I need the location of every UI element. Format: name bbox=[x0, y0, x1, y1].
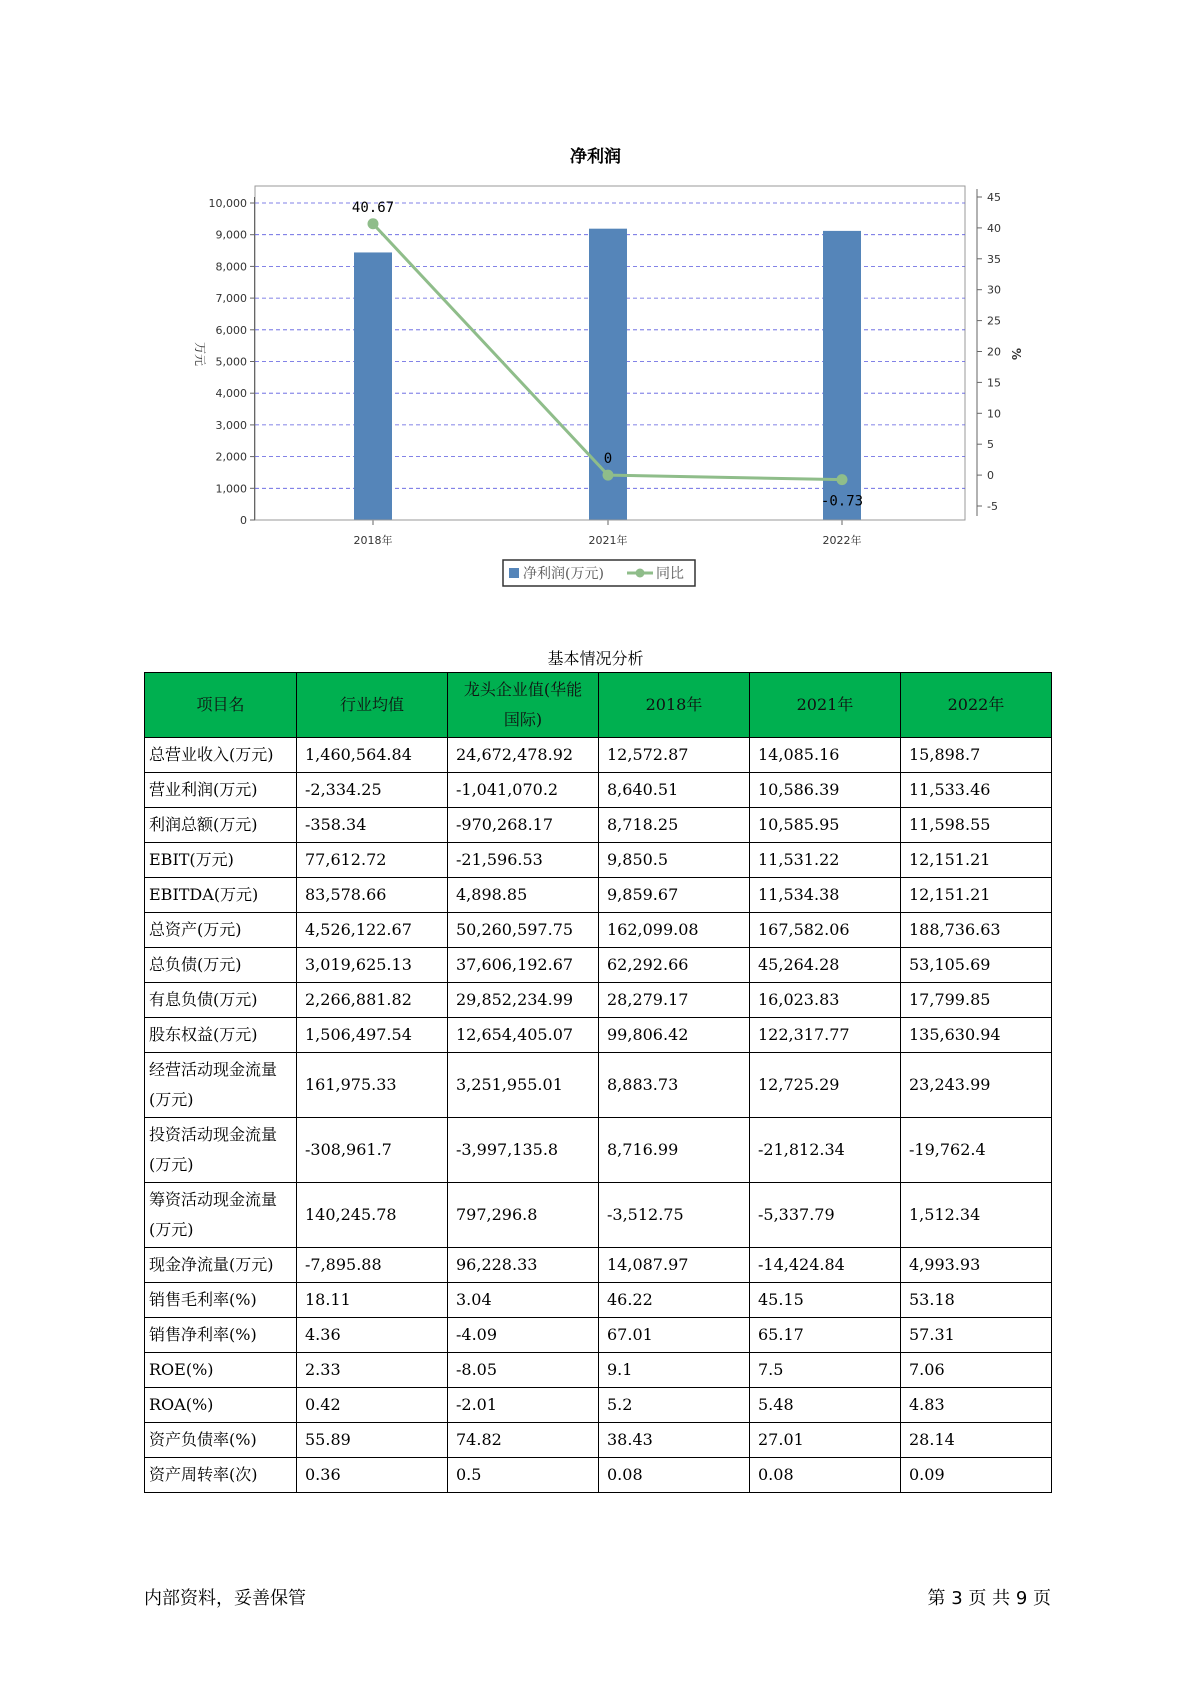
value-cell: 18.11 bbox=[297, 1283, 448, 1318]
table-title: 基本情况分析 bbox=[547, 649, 644, 668]
data-label: -0.73 bbox=[820, 493, 864, 510]
value-cell: 5.48 bbox=[750, 1388, 901, 1423]
net-profit-chart bbox=[0, 0, 1191, 620]
value-cell: -970,268.17 bbox=[448, 808, 599, 843]
bar bbox=[354, 252, 392, 520]
header-cell: 龙头企业值(华能国际) bbox=[448, 673, 599, 738]
value-cell: 4,993.93 bbox=[901, 1248, 1052, 1283]
table-row bbox=[145, 1388, 1052, 1423]
value-cell: 10,585.95 bbox=[750, 808, 901, 843]
table-row bbox=[145, 1018, 1052, 1053]
header-cell: 2022年 bbox=[901, 673, 1052, 738]
value-cell: 14,087.97 bbox=[599, 1248, 750, 1283]
yoy-point bbox=[603, 470, 614, 481]
row-label-cell: EBIT(万元) bbox=[145, 843, 297, 878]
value-cell: 9.1 bbox=[599, 1353, 750, 1388]
value-cell: 57.31 bbox=[901, 1318, 1052, 1353]
value-cell: -2,334.25 bbox=[297, 773, 448, 808]
value-cell: 45,264.28 bbox=[750, 948, 901, 983]
y-right-tick-label: 35 bbox=[987, 252, 1001, 266]
row-label-cell: 股东权益(万元) bbox=[145, 1018, 297, 1053]
value-cell: 45.15 bbox=[750, 1283, 901, 1318]
table-row bbox=[145, 1458, 1052, 1493]
chart-title: 净利润 bbox=[570, 147, 621, 167]
table-row bbox=[145, 913, 1052, 948]
value-cell: 4,898.85 bbox=[448, 878, 599, 913]
row-label-cell: 销售毛利率(%) bbox=[145, 1283, 297, 1318]
value-cell: 12,725.29 bbox=[750, 1053, 901, 1118]
value-cell: 53.18 bbox=[901, 1283, 1052, 1318]
value-cell: 0.36 bbox=[297, 1458, 448, 1493]
header-cell: 2018年 bbox=[599, 673, 750, 738]
y-axis-title: 万元 bbox=[193, 341, 207, 367]
value-cell: 12,151.21 bbox=[901, 843, 1052, 878]
value-cell: 0.08 bbox=[750, 1458, 901, 1493]
value-cell: 5.2 bbox=[599, 1388, 750, 1423]
value-cell: 0.42 bbox=[297, 1388, 448, 1423]
value-cell: 0.08 bbox=[599, 1458, 750, 1493]
value-cell: 2,266,881.82 bbox=[297, 983, 448, 1018]
table-row bbox=[145, 1423, 1052, 1458]
value-cell: 797,296.8 bbox=[448, 1183, 599, 1248]
y-right-tick-label: 45 bbox=[987, 191, 1001, 204]
table-row bbox=[145, 1283, 1052, 1318]
value-cell: 16,023.83 bbox=[750, 983, 901, 1018]
y-tick-label: 9,000 bbox=[215, 228, 247, 242]
row-label-cell: 现金净流量(万元) bbox=[145, 1248, 297, 1283]
value-cell: 9,850.5 bbox=[599, 843, 750, 878]
value-cell: 1,506,497.54 bbox=[297, 1018, 448, 1053]
value-cell: 77,612.72 bbox=[297, 843, 448, 878]
footer-confidential-note: 内部资料，妥善保管 bbox=[144, 1588, 306, 1609]
row-label-cell: 资产周转率(次) bbox=[145, 1458, 297, 1493]
value-cell: 161,975.33 bbox=[297, 1053, 448, 1118]
value-cell: -2.01 bbox=[448, 1388, 599, 1423]
y-axis-right-title: % bbox=[1009, 347, 1023, 361]
table-row bbox=[145, 1118, 1052, 1183]
table-row bbox=[145, 773, 1052, 808]
value-cell: -5,337.79 bbox=[750, 1183, 901, 1248]
y-tick-label: 3,000 bbox=[215, 418, 247, 432]
row-label-cell: 筹资活动现金流量(万元) bbox=[145, 1183, 297, 1248]
table-header-row bbox=[145, 673, 1052, 738]
value-cell: 1,512.34 bbox=[901, 1183, 1052, 1248]
header-cell: 行业均值 bbox=[297, 673, 448, 738]
y-right-tick-label: 30 bbox=[987, 283, 1001, 297]
value-cell: 4.83 bbox=[901, 1388, 1052, 1423]
value-cell: -7,895.88 bbox=[297, 1248, 448, 1283]
row-label-cell: 营业利润(万元) bbox=[145, 773, 297, 808]
value-cell: 12,654,405.07 bbox=[448, 1018, 599, 1053]
value-cell: 24,672,478.92 bbox=[448, 738, 599, 773]
value-cell: 55.89 bbox=[297, 1423, 448, 1458]
y-tick-label: 4,000 bbox=[215, 387, 247, 401]
value-cell: 38.43 bbox=[599, 1423, 750, 1458]
value-cell: 11,598.55 bbox=[901, 808, 1052, 843]
value-cell: 74.82 bbox=[448, 1423, 599, 1458]
x-tick-label: 2021年 bbox=[588, 534, 628, 547]
value-cell: 15,898.7 bbox=[901, 738, 1052, 773]
data-label: 0 bbox=[603, 451, 613, 468]
table-row bbox=[145, 878, 1052, 913]
value-cell: 3.04 bbox=[448, 1283, 599, 1318]
value-cell: 17,799.85 bbox=[901, 983, 1052, 1018]
row-label-cell: 有息负债(万元) bbox=[145, 983, 297, 1018]
yoy-point bbox=[837, 474, 848, 485]
row-label-cell: 总资产(万元) bbox=[145, 913, 297, 948]
value-cell: 67.01 bbox=[599, 1318, 750, 1353]
value-cell: 14,085.16 bbox=[750, 738, 901, 773]
row-label-cell: 利润总额(万元) bbox=[145, 808, 297, 843]
value-cell: -21,596.53 bbox=[448, 843, 599, 878]
value-cell: 4,526,122.67 bbox=[297, 913, 448, 948]
value-cell: 11,533.46 bbox=[901, 773, 1052, 808]
value-cell: 62,292.66 bbox=[599, 948, 750, 983]
value-cell: 8,716.99 bbox=[599, 1118, 750, 1183]
value-cell: 9,859.67 bbox=[599, 878, 750, 913]
value-cell: 28,279.17 bbox=[599, 983, 750, 1018]
row-label-cell: 资产负债率(%) bbox=[145, 1423, 297, 1458]
row-label-cell: 总负债(万元) bbox=[145, 948, 297, 983]
value-cell: 23,243.99 bbox=[901, 1053, 1052, 1118]
data-label: 40.67 bbox=[351, 199, 395, 216]
value-cell: 11,534.38 bbox=[750, 878, 901, 913]
y-right-tick-label: 15 bbox=[987, 376, 1001, 390]
legend-line-marker bbox=[636, 569, 645, 578]
y-tick-label: 7,000 bbox=[215, 292, 247, 306]
value-cell: 7.5 bbox=[750, 1353, 901, 1388]
table-row bbox=[145, 843, 1052, 878]
value-cell: 4.36 bbox=[297, 1318, 448, 1353]
header-cell: 2021年 bbox=[750, 673, 901, 738]
table-row bbox=[145, 1248, 1052, 1283]
legend-bar-swatch bbox=[509, 568, 519, 578]
row-label-cell: ROE(%) bbox=[145, 1353, 297, 1388]
value-cell: 7.06 bbox=[901, 1353, 1052, 1388]
value-cell: 2.33 bbox=[297, 1353, 448, 1388]
value-cell: 83,578.66 bbox=[297, 878, 448, 913]
x-tick-label: 2018年 bbox=[353, 534, 393, 547]
y-right-tick-label: 5 bbox=[987, 438, 994, 452]
value-cell: 12,151.21 bbox=[901, 878, 1052, 913]
value-cell: -3,997,135.8 bbox=[448, 1118, 599, 1183]
yoy-point bbox=[368, 218, 379, 229]
y-tick-label: 10,000 bbox=[208, 197, 247, 210]
table-row bbox=[145, 1318, 1052, 1353]
value-cell: -21,812.34 bbox=[750, 1118, 901, 1183]
y-tick-label: 2,000 bbox=[215, 450, 247, 464]
y-right-tick-label: 10 bbox=[987, 407, 1001, 421]
value-cell: -358.34 bbox=[297, 808, 448, 843]
row-label-cell: 经营活动现金流量(万元) bbox=[145, 1053, 297, 1118]
value-cell: 46.22 bbox=[599, 1283, 750, 1318]
value-cell: -4.09 bbox=[448, 1318, 599, 1353]
value-cell: 37,606,192.67 bbox=[448, 948, 599, 983]
value-cell: 0.5 bbox=[448, 1458, 599, 1493]
value-cell: -3,512.75 bbox=[599, 1183, 750, 1248]
table-row bbox=[145, 948, 1052, 983]
value-cell: 167,582.06 bbox=[750, 913, 901, 948]
row-label-cell: 销售净利率(%) bbox=[145, 1318, 297, 1353]
value-cell: 10,586.39 bbox=[750, 773, 901, 808]
value-cell: 11,531.22 bbox=[750, 843, 901, 878]
value-cell: 0.09 bbox=[901, 1458, 1052, 1493]
value-cell: 65.17 bbox=[750, 1318, 901, 1353]
table-row bbox=[145, 808, 1052, 843]
value-cell: 162,099.08 bbox=[599, 913, 750, 948]
row-label-cell: 总营业收入(万元) bbox=[145, 738, 297, 773]
value-cell: 135,630.94 bbox=[901, 1018, 1052, 1053]
value-cell: 53,105.69 bbox=[901, 948, 1052, 983]
row-label-cell: 投资活动现金流量(万元) bbox=[145, 1118, 297, 1183]
value-cell: 8,718.25 bbox=[599, 808, 750, 843]
y-right-tick-label: 40 bbox=[987, 221, 1001, 235]
x-tick-label: 2022年 bbox=[822, 534, 862, 547]
table-row bbox=[145, 983, 1052, 1018]
value-cell: 8,640.51 bbox=[599, 773, 750, 808]
value-cell: -1,041,070.2 bbox=[448, 773, 599, 808]
value-cell: -19,762.4 bbox=[901, 1118, 1052, 1183]
value-cell: -8.05 bbox=[448, 1353, 599, 1388]
table-row bbox=[145, 1183, 1052, 1248]
value-cell: 3,251,955.01 bbox=[448, 1053, 599, 1118]
y-right-tick-label: 0 bbox=[987, 469, 994, 483]
value-cell: -308,961.7 bbox=[297, 1118, 448, 1183]
value-cell: -14,424.84 bbox=[750, 1248, 901, 1283]
value-cell: 28.14 bbox=[901, 1423, 1052, 1458]
y-tick-label: 1,000 bbox=[215, 482, 247, 496]
table-row bbox=[145, 738, 1052, 773]
y-tick-label: 5,000 bbox=[215, 355, 247, 369]
value-cell: 99,806.42 bbox=[599, 1018, 750, 1053]
table-row bbox=[145, 1353, 1052, 1388]
legend-label-yoy: 同比 bbox=[656, 566, 684, 582]
value-cell: 12,572.87 bbox=[599, 738, 750, 773]
value-cell: 29,852,234.99 bbox=[448, 983, 599, 1018]
y-tick-label: 6,000 bbox=[215, 323, 247, 337]
table-row bbox=[145, 1053, 1052, 1118]
value-cell: 140,245.78 bbox=[297, 1183, 448, 1248]
y-tick-label: 0 bbox=[240, 514, 247, 527]
legend-label-net-profit: 净利润(万元) bbox=[523, 566, 604, 582]
footer-page-number: 第 3 页 共 9 页 bbox=[927, 1588, 1051, 1609]
value-cell: 122,317.77 bbox=[750, 1018, 901, 1053]
value-cell: 1,460,564.84 bbox=[297, 738, 448, 773]
value-cell: 50,260,597.75 bbox=[448, 913, 599, 948]
y-tick-label: 8,000 bbox=[215, 260, 247, 274]
value-cell: 96,228.33 bbox=[448, 1248, 599, 1283]
header-cell: 项目名 bbox=[145, 673, 297, 738]
value-cell: 8,883.73 bbox=[599, 1053, 750, 1118]
y-right-tick-label: -5 bbox=[987, 500, 998, 513]
y-right-tick-label: 25 bbox=[987, 314, 1001, 328]
y-right-tick-label: 20 bbox=[987, 345, 1001, 359]
value-cell: 188,736.63 bbox=[901, 913, 1052, 948]
value-cell: 3,019,625.13 bbox=[297, 948, 448, 983]
basic-analysis-table bbox=[144, 672, 1052, 1493]
value-cell: 27.01 bbox=[750, 1423, 901, 1458]
row-label-cell: EBITDA(万元) bbox=[145, 878, 297, 913]
row-label-cell: ROA(%) bbox=[145, 1388, 297, 1423]
